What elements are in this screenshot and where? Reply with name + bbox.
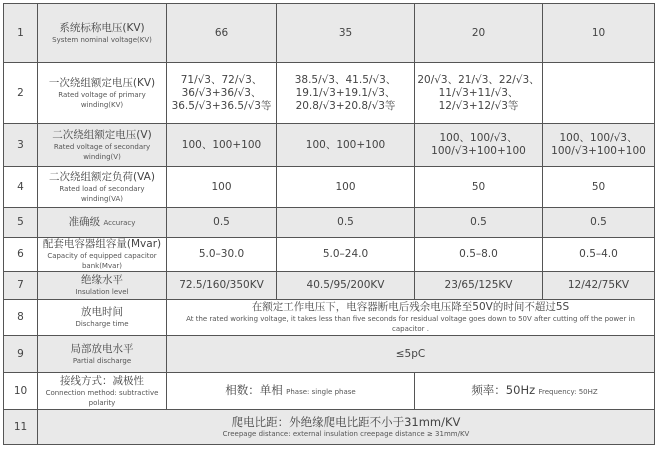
value-cell: 10 <box>543 4 655 63</box>
value-cell: 100、100/√3、 100/√3+100+100 <box>415 124 543 167</box>
value-cell: 100、100+100 <box>167 124 277 167</box>
row-number: 7 <box>4 272 38 300</box>
table-row <box>4 373 655 410</box>
param-zh: 系统标称电压(KV) <box>59 21 145 34</box>
value-cell: 72.5/160/350KV <box>167 272 277 300</box>
value-cell: 40.5/95/200KV <box>277 272 415 300</box>
value-cell: 0.5 <box>543 208 655 238</box>
row-number: 1 <box>4 4 38 63</box>
phase-en: Phase: single phase <box>286 387 356 396</box>
row-number: 5 <box>4 208 38 238</box>
value-cell: 100 <box>167 167 277 208</box>
value-cell <box>543 63 655 124</box>
frequency-cell <box>415 373 655 410</box>
table-row <box>4 63 655 124</box>
span-zh: ≤5pC <box>395 347 426 360</box>
row-number: 2 <box>4 63 38 124</box>
parameter-cell <box>38 4 167 63</box>
span-en: At the rated working voltage, it takes less than five seconds for residual voltage goes down to 50V after cutting off the power in capacitor . <box>186 315 635 333</box>
param-zh: 配套电容器组容量(Mvar) <box>42 238 162 250</box>
parameter-cell <box>38 124 167 167</box>
param-zh: 二次绕组额定电压(V) <box>52 128 152 141</box>
row-number: 4 <box>4 167 38 208</box>
param-en: Rated voltage of primary winding(KV) <box>58 90 146 109</box>
parameter-cell <box>38 238 167 272</box>
param-en: Rated load of secondary winding(VA) <box>59 184 145 203</box>
table-row <box>4 300 655 336</box>
value-cell: 23/65/125KV <box>415 272 543 300</box>
parameter-cell <box>38 373 167 410</box>
param-en: Capacity of equipped capacitor bank(Mvar) <box>47 252 157 270</box>
table-row <box>4 4 655 63</box>
value-cell: 0.5 <box>167 208 277 238</box>
parameter-cell <box>38 63 167 124</box>
row-number: 9 <box>4 336 38 373</box>
value-cell: 0.5 <box>415 208 543 238</box>
value-cell: 20 <box>415 4 543 63</box>
value-cell: 100、100/√3、 100/√3+100+100 <box>543 124 655 167</box>
parameter-cell <box>38 272 167 300</box>
table-row <box>4 410 655 445</box>
param-zh: 准确级 <box>68 215 101 228</box>
table-row <box>4 167 655 208</box>
phase-zh: 相数：单相 <box>225 382 283 397</box>
value-cell: 100 <box>277 167 415 208</box>
freq-zh: 频率：50Hz <box>471 382 536 397</box>
row-number: 11 <box>4 410 38 445</box>
table-row <box>4 238 655 272</box>
parameter-cell <box>38 336 167 373</box>
value-cell: 0.5 <box>277 208 415 238</box>
param-zh: 绝缘水平 <box>81 274 123 286</box>
value-cell: 35 <box>277 4 415 63</box>
value-cell: 12/42/75KV <box>543 272 655 300</box>
span-zh: 爬电比距：外绝缘爬电比距不小于31mm/KV <box>231 414 461 429</box>
phase-cell <box>167 373 415 410</box>
spec-table <box>3 3 655 445</box>
table-row <box>4 336 655 373</box>
row-number: 8 <box>4 300 38 336</box>
param-zh: 局部放电水平 <box>70 342 134 355</box>
table-row <box>4 208 655 238</box>
param-zh: 接线方式：减极性 <box>60 374 144 387</box>
value-cell: 38.5/√3、41.5/√3、 19.1/√3+19.1/√3、 20.8/√3+20.8/√3等 <box>277 63 415 124</box>
freq-en: Frequency: 50HZ <box>538 387 598 396</box>
table-row <box>4 272 655 300</box>
table-row <box>4 124 655 167</box>
row-number: 10 <box>4 373 38 410</box>
parameter-cell <box>38 300 167 336</box>
parameter-cell <box>38 167 167 208</box>
value-cell: 50 <box>415 167 543 208</box>
value-cell: 100、100+100 <box>277 124 415 167</box>
value-cell: 0.5–8.0 <box>415 238 543 272</box>
param-en: Discharge time <box>75 320 129 328</box>
creepage-cell <box>38 410 655 445</box>
value-cell: 5.0–30.0 <box>167 238 277 272</box>
param-zh: 二次绕组额定负荷(VA) <box>49 170 155 183</box>
value-cell: 71/√3、72/√3、 36/√3+36/√3、 36.5/√3+36.5/√3等 <box>167 63 277 124</box>
row-number: 6 <box>4 238 38 272</box>
value-cell: 0.5–4.0 <box>543 238 655 272</box>
row-number: 3 <box>4 124 38 167</box>
value-cell: 20/√3、21/√3、22/√3、 11/√3+11/√3、 12/√3+12/√3等 <box>415 63 543 124</box>
param-en: Partial discharge <box>72 356 132 365</box>
value-cell: 5.0–24.0 <box>277 238 415 272</box>
parameter-cell <box>38 208 167 238</box>
span-zh: 在额定工作电压下，电容器断电后残余电压降至50V的时间不超过5S <box>251 301 570 313</box>
value-cell: 66 <box>167 4 277 63</box>
param-zh: 放电时间 <box>81 306 123 318</box>
param-en: Connection method: subtractive polarity <box>45 388 159 407</box>
param-en: Accuracy <box>103 218 136 227</box>
param-en: System nominal voltage(KV) <box>52 35 152 44</box>
param-en: Rated voltage of secondary winding(V) <box>53 142 151 161</box>
span-cell <box>167 300 655 336</box>
span-en: Creepage distance: external insulation creepage distance ≥ 31mm/KV <box>222 429 470 438</box>
param-en: Insulation level <box>75 288 129 296</box>
span-cell <box>167 336 655 373</box>
value-cell: 50 <box>543 167 655 208</box>
param-zh: 一次绕组额定电压(KV) <box>48 76 156 89</box>
